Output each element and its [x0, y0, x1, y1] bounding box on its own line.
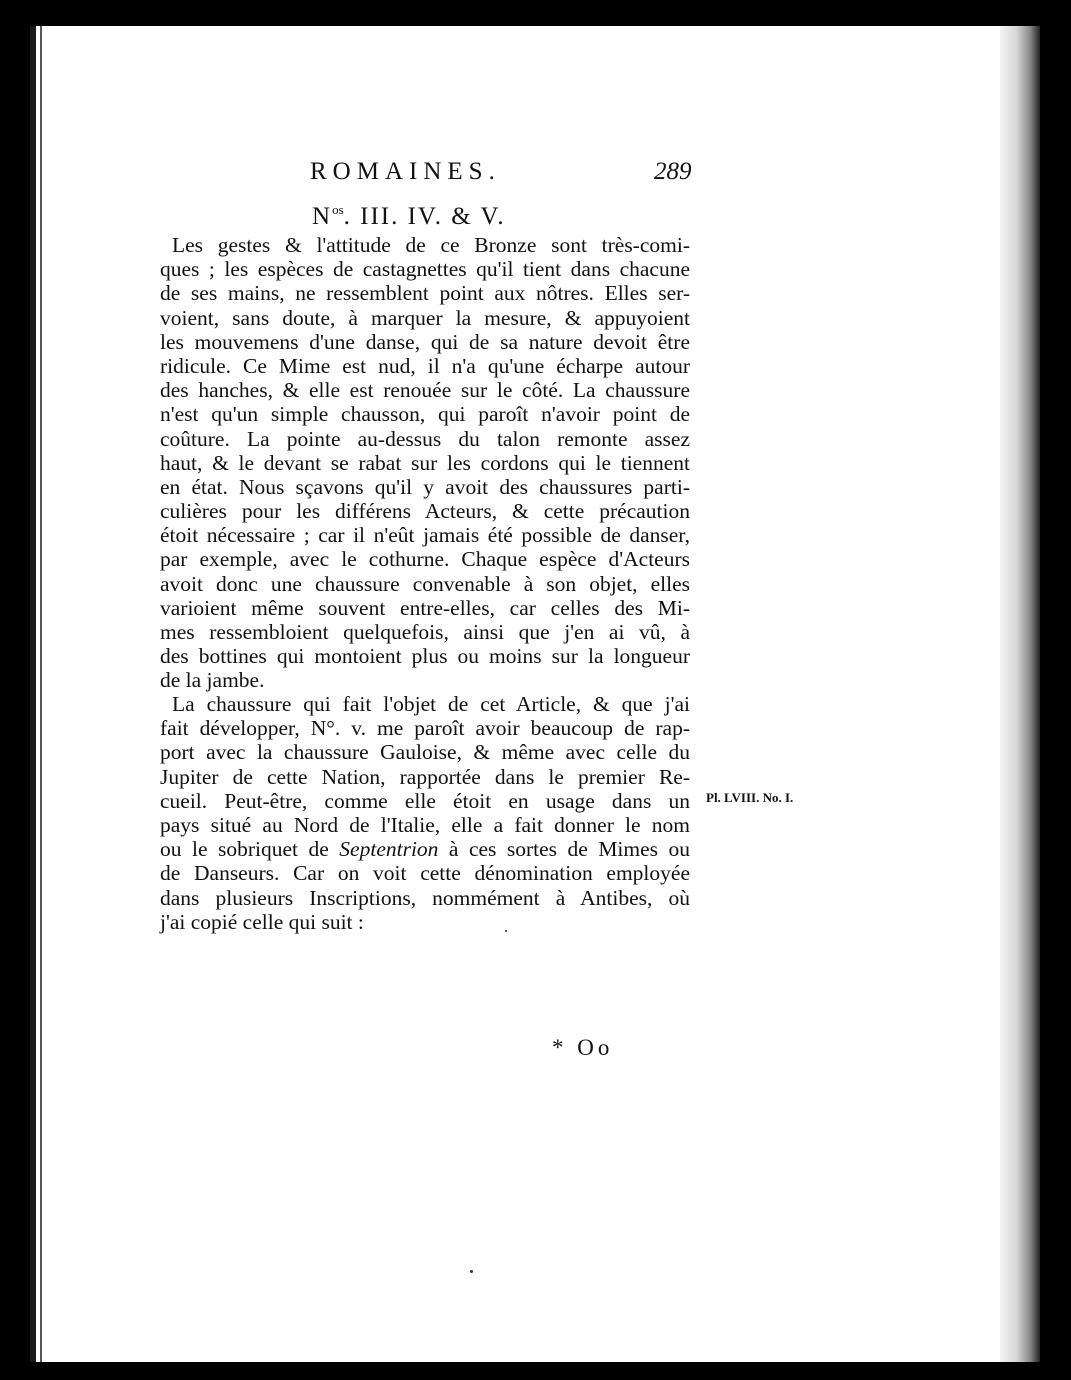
text-line: fait développer, N°. v. me paroît avoir beaucoup de rap-	[160, 716, 690, 741]
page-gutter-shadow	[30, 26, 36, 1362]
text-line: de la jambe.	[160, 668, 265, 693]
section-title-prefix: N	[312, 203, 333, 230]
text-line: par exemple, avec le cothurne. Chaque espèce d'Acteurs	[160, 547, 690, 572]
page-number: 289	[654, 158, 692, 185]
text-line: port avec la chaussure Gauloise, & même avec celle du	[160, 740, 690, 765]
text-line: de Danseurs. Car on voit cette dénomination employée	[160, 861, 690, 886]
text-line: culières pour les différens Acteurs, & cette précaution	[160, 499, 690, 524]
text-line: cueil. Peut-être, comme elle étoit en usage dans un	[160, 788, 690, 813]
text-line: La chaussure qui fait l'objet de cet Article, & que j'ai	[172, 692, 690, 716]
text-line: j'ai copié celle qui suit :	[160, 909, 364, 934]
text-segment: ou le sobriquet de	[160, 837, 329, 862]
section-title-sup: os	[332, 202, 344, 217]
text-line: coûture. La pointe au-dessus du talon remonte assez	[160, 426, 690, 451]
text-line: varioient même souvent entre-elles, car celles des Mi-	[160, 595, 690, 620]
text-line: ques ; les espèces de castagnettes qu'il tient dans chacune	[160, 257, 690, 282]
text-line: dans plusieurs Inscriptions, nommément à Antibes, où	[160, 885, 690, 910]
italic-word: Septentrion	[339, 837, 439, 862]
text-line: pays situé au Nord de l'Italie, elle a fait donner le nom	[160, 812, 690, 837]
text-line: n'est qu'un simple chausson, qui paroît n'avoir point de	[160, 402, 690, 427]
text-line: les mouvemens d'une danse, qui de sa nature devoit être	[160, 329, 690, 354]
text-line: voient, sans doute, à marquer la mesure, & appuyoient	[160, 305, 690, 330]
running-head: ROMAINES.	[310, 158, 501, 185]
catchword: * Oo	[552, 1035, 614, 1060]
text-line-with-italic	[160, 837, 690, 861]
page-edge-shadow	[1000, 26, 1040, 1362]
text-line: Jupiter de cette Nation, rapportée dans le premier Re-	[160, 764, 690, 789]
text-line: Les gestes & l'attitude de ce Bronze sont très-comi-	[172, 233, 690, 257]
text-line: ridicule. Ce Mime est nud, il n'a qu'une écharpe autour	[160, 353, 690, 378]
section-title	[312, 202, 506, 231]
margin-note: Pl. LVIII. No. I.	[706, 790, 794, 805]
text-line: de ses mains, ne ressemblent point aux nôtres. Elles ser-	[160, 281, 690, 306]
paragraph-2	[160, 692, 690, 934]
text-line: des bottines qui montoient plus ou moins sur la longueur	[160, 644, 690, 669]
scan-border-left	[0, 0, 30, 1380]
text-line: en état. Nous sçavons qu'il y avoit des chaussures parti-	[160, 474, 690, 499]
paragraph-1	[160, 233, 690, 693]
text-segment: à ces sortes de Mimes ou	[448, 837, 691, 862]
text-line: haut, & le devant se rabat sur les cordons qui le tiennent	[160, 450, 690, 475]
text-line: étoit nécessaire ; car il n'eût jamais été possible de danser,	[160, 523, 690, 548]
page-gutter-line	[40, 26, 42, 1362]
text-line: mes ressembloient quelquefois, ainsi que j'en ai vû, à	[160, 620, 690, 644]
scan-speck	[505, 930, 507, 932]
text-line: avoit donc une chaussure convenable à son objet, elles	[160, 571, 690, 596]
text-line: des hanches, & elle est renouée sur le côté. La chaussure	[160, 378, 690, 403]
scan-speck	[470, 1270, 473, 1273]
section-title-rest: . III. IV. & V.	[343, 203, 506, 230]
